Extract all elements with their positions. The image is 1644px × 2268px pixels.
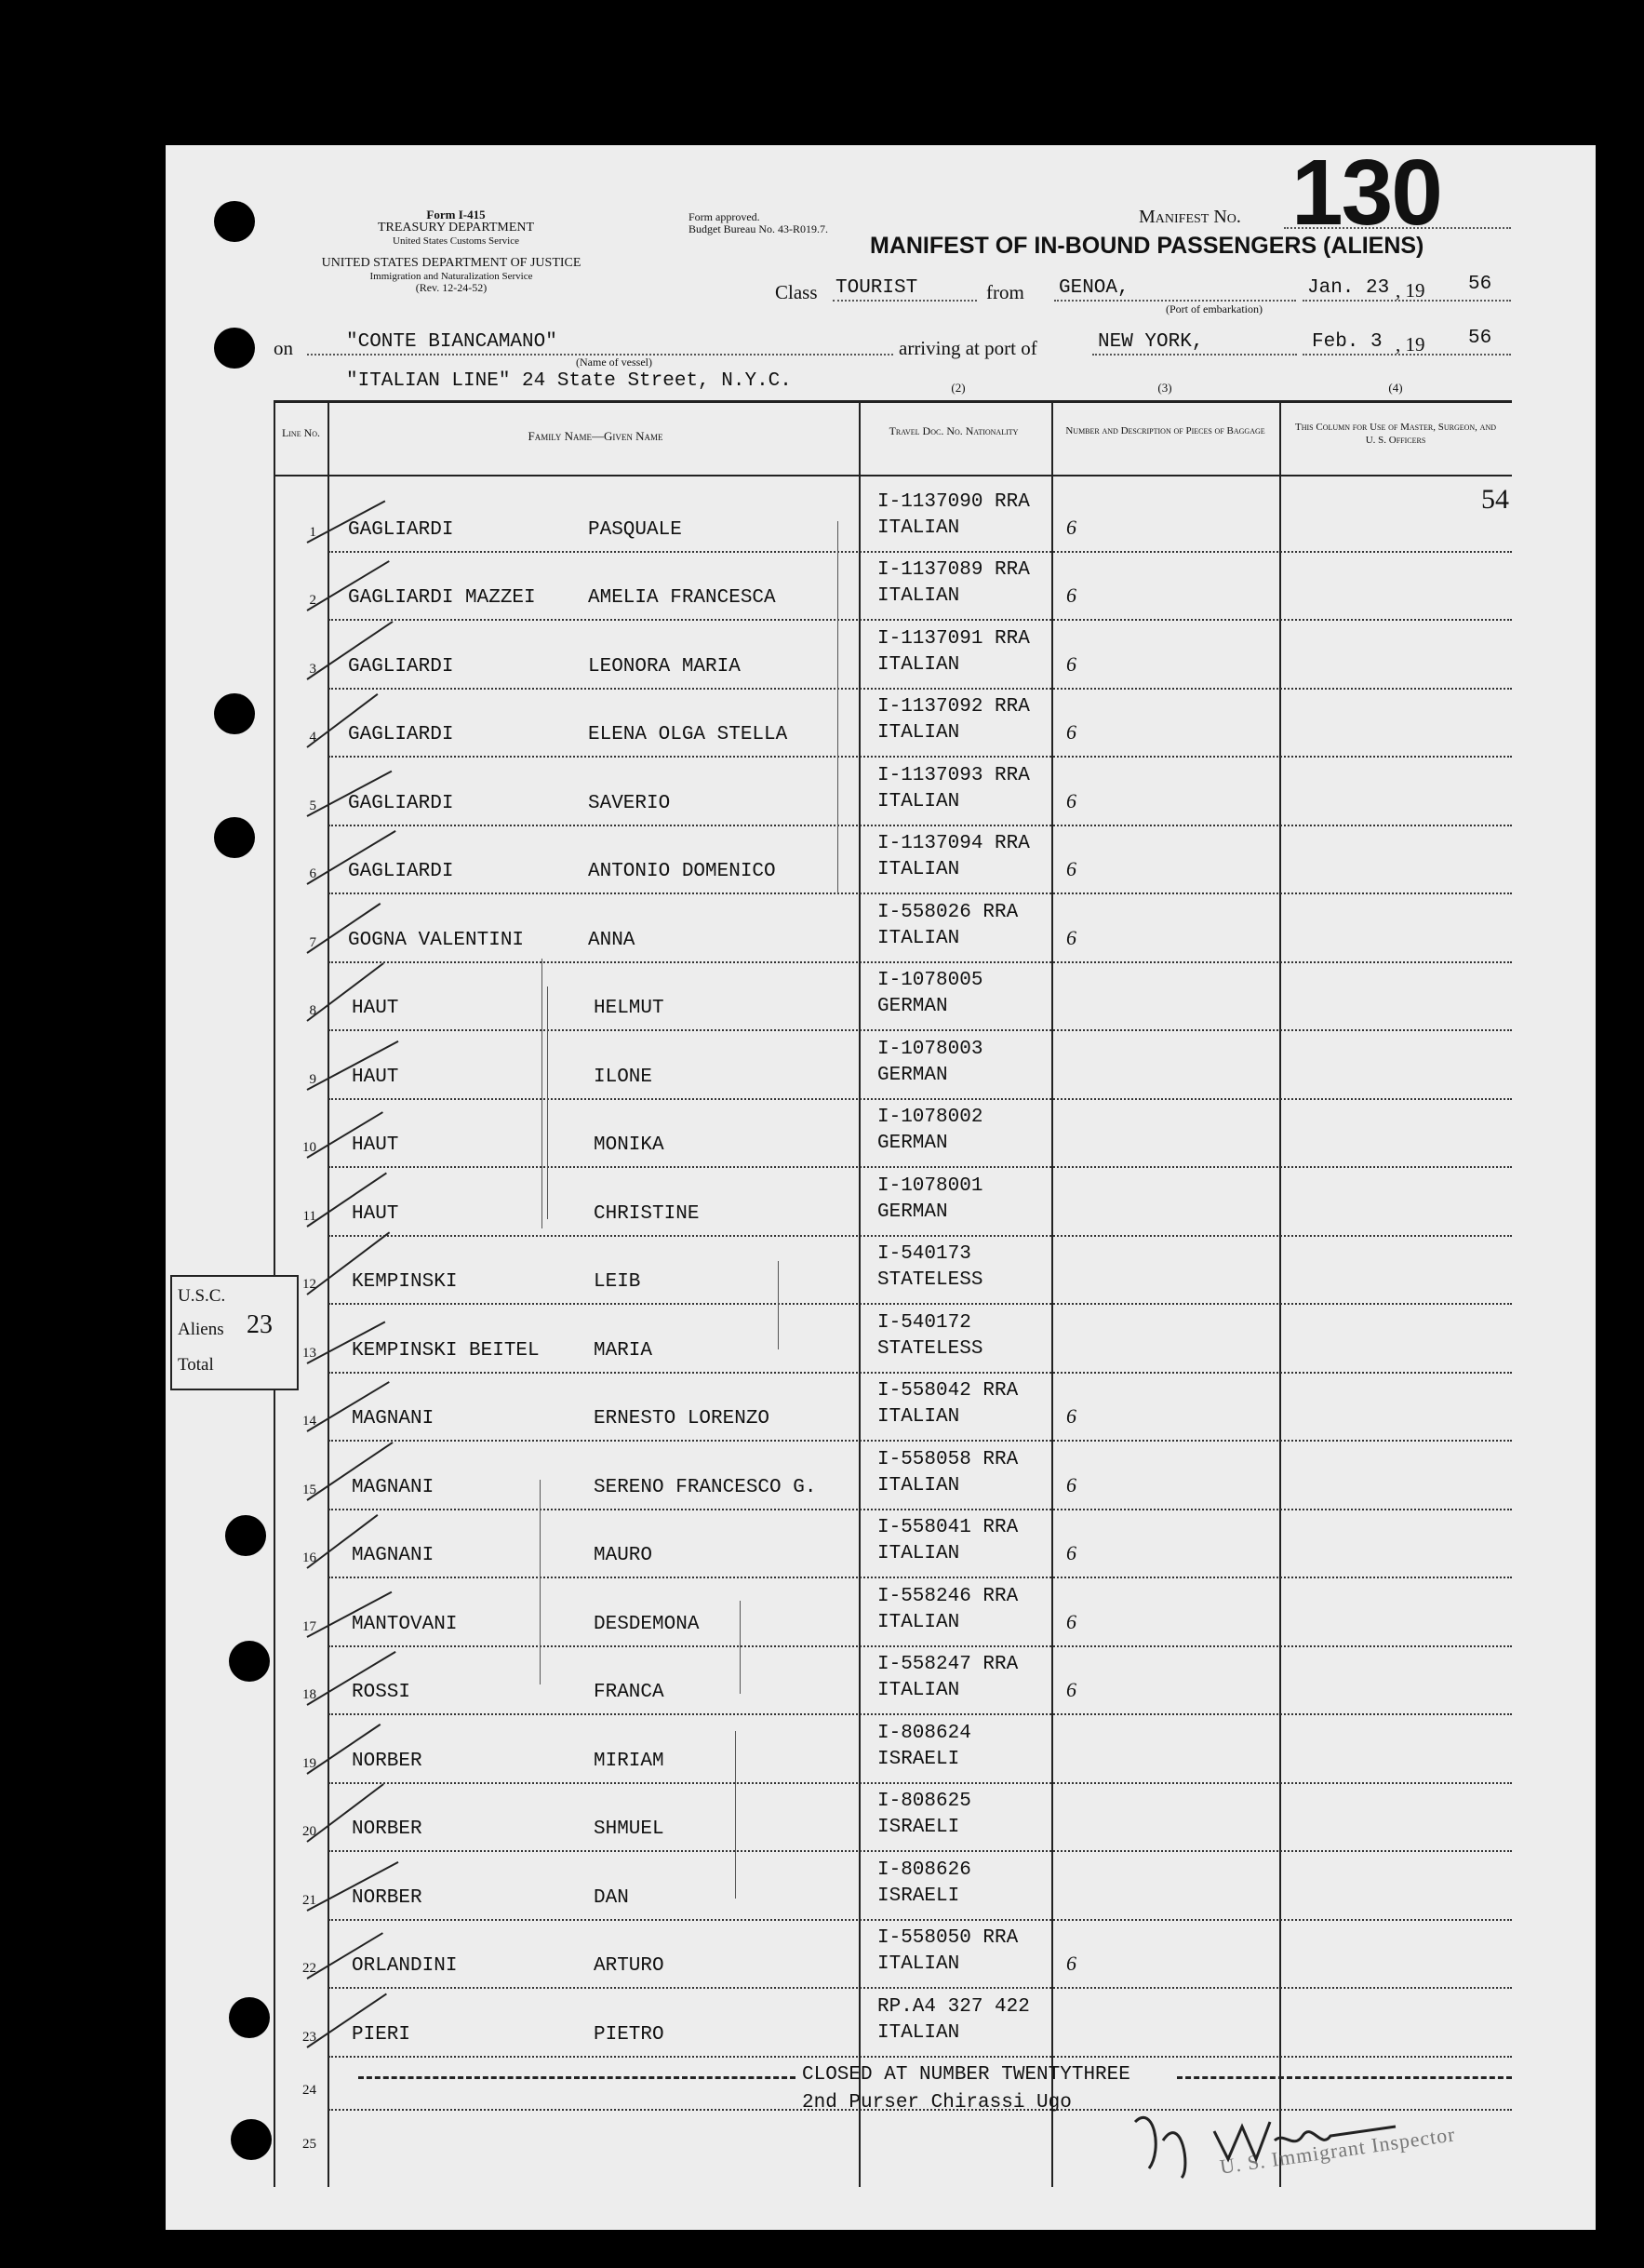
family-name: GAGLIARDI (348, 655, 454, 678)
punch-hole (214, 817, 255, 858)
given-name: PIETRO (594, 2023, 664, 2046)
baggage-count: 6 (1066, 1609, 1076, 1633)
nationality: GERMAN (877, 996, 948, 1017)
travel-doc-number: I-540173 (877, 1243, 971, 1265)
family-name: HAUT (352, 1134, 399, 1156)
budget-bureau: Budget Bureau No. 43-R019.7. (688, 222, 828, 235)
baggage-count: 6 (1066, 1472, 1076, 1496)
closed-at-number: CLOSED AT NUMBER TWENTYTHREE (802, 2064, 1130, 2086)
alien-count-stamp (170, 1275, 299, 1390)
department-of-justice: UNITED STATES DEPARTMENT OF JUSTICE (321, 256, 581, 270)
line-number: 21 (302, 1892, 316, 1908)
given-name: MIRIAM (594, 1750, 664, 1772)
vessel-caption: (Name of vessel) (576, 356, 652, 369)
punch-hole (214, 693, 255, 734)
travel-doc-number: I-808624 (877, 1722, 971, 1744)
nationality: ISRAELI (877, 1817, 960, 1838)
baggage-count: 6 (1066, 925, 1076, 949)
treasury-department: TREASURY DEPARTMENT (377, 221, 535, 235)
travel-doc-number: I-1137090 RRA (877, 490, 1030, 513)
manifest-title: MANIFEST OF IN-BOUND PASSENGERS (ALIENS) (870, 233, 1424, 259)
from-label: from (986, 281, 1024, 303)
line-number: 15 (302, 1482, 316, 1497)
line-number: 12 (302, 1277, 316, 1292)
family-name: NORBER (352, 1818, 422, 1840)
family-name: GAGLIARDI MAZZEI (348, 587, 536, 609)
travel-doc-number: I-808626 (877, 1859, 971, 1881)
departure-year-prefix: , 19 (1396, 279, 1425, 302)
travel-doc-number: I-558058 RRA (877, 1448, 1019, 1470)
column-travel-doc: Travel Doc. No. Nationality (889, 424, 1019, 437)
baggage-count: 6 (1066, 1541, 1076, 1564)
family-name: MAGNANI (352, 1476, 434, 1498)
given-name: MAURO (594, 1545, 653, 1566)
line-number: 2 (309, 593, 316, 608)
travel-doc-number: RP.A4 327 422 (877, 1995, 1030, 2018)
travel-doc-number: I-1137093 RRA (877, 764, 1030, 786)
given-name: DESDEMONA (594, 1613, 700, 1635)
given-name: ERNESTO LORENZO (594, 1408, 770, 1429)
nationality: GERMAN (877, 1133, 948, 1154)
line-number: 16 (302, 1550, 316, 1565)
column-number-4: (4) (1388, 381, 1403, 395)
travel-doc-number: I-558247 RRA (877, 1654, 1019, 1675)
line-company: "ITALIAN LINE" 24 State Street, N.Y.C. (346, 370, 792, 392)
family-name: NORBER (352, 1750, 422, 1772)
family-name: KEMPINSKI BEITEL (352, 1339, 540, 1362)
line-number: 18 (302, 1687, 316, 1702)
line-number: 10 (302, 1140, 316, 1155)
nationality: ITALIAN (877, 1474, 960, 1496)
given-name: LEIB (594, 1271, 641, 1293)
line-number: 4 (309, 730, 316, 745)
customs-service: United States Customs Service (393, 235, 519, 247)
column-baggage: Number and Description of Pieces of Baggage (1065, 425, 1265, 436)
nationality: ITALIAN (877, 1611, 960, 1633)
punch-hole (214, 201, 255, 242)
travel-doc-number: I-1078003 (877, 1038, 983, 1060)
column-number-2: (2) (951, 381, 966, 395)
line-number: 22 (302, 1961, 316, 1976)
line-number: 11 (302, 1208, 316, 1224)
family-name: MAGNANI (352, 1408, 434, 1429)
travel-doc-number: I-558026 RRA (877, 901, 1019, 923)
inspector-stamp: U. S. Immigrant Inspector (1218, 2122, 1457, 2179)
stamp-aliens-label: Aliens (178, 1320, 224, 1339)
line-number: 20 (302, 1824, 316, 1839)
nationality: GERMAN (877, 1201, 948, 1223)
nationality: STATELESS (877, 1269, 983, 1291)
family-name: GAGLIARDI (348, 724, 454, 745)
travel-doc-number: I-540172 (877, 1311, 971, 1334)
given-name: ANTONIO DOMENICO (588, 861, 776, 882)
nationality: ITALIAN (877, 859, 960, 880)
line-number: 3 (309, 661, 316, 677)
arrival-date: Feb. 3 (1312, 331, 1383, 353)
nationality: ITALIAN (877, 1543, 960, 1564)
column-number-3: (3) (1157, 381, 1172, 395)
family-name: GAGLIARDI (348, 792, 454, 814)
inspector-signature (1126, 2085, 1405, 2187)
nationality: ITALIAN (877, 585, 960, 607)
departure-year: 56 (1468, 274, 1492, 295)
nationality: GERMAN (877, 1064, 948, 1086)
stamp-usc: U.S.C. (178, 1286, 226, 1306)
baggage-count: 6 (1066, 1952, 1076, 1975)
punch-hole (231, 2119, 272, 2160)
nationality: ITALIAN (877, 722, 960, 744)
given-name: LEONORA MARIA (588, 655, 741, 678)
family-name: ORLANDINI (352, 1955, 458, 1977)
manifest-label: Manifest No. (1139, 207, 1241, 227)
manifest-number: 130 (1291, 141, 1441, 245)
nationality: ITALIAN (877, 927, 960, 949)
purser-name: 2nd Purser Chirassi Ugo (802, 2092, 1072, 2114)
line-number: 8 (309, 1003, 316, 1018)
baggage-count: 6 (1066, 1678, 1076, 1701)
nationality: STATELESS (877, 1337, 983, 1360)
punch-hole (229, 1641, 270, 1682)
immigration-service: Immigration and Naturalization Service (369, 271, 533, 282)
column-officers: This Column for Use of Master, Surgeon, and U. S. Officers (1295, 422, 1496, 446)
nationality: ITALIAN (877, 1953, 960, 1975)
stamp-total-label: Total (178, 1355, 214, 1375)
family-name: NORBER (352, 1886, 422, 1909)
line-number: 17 (302, 1618, 316, 1634)
line-number: 5 (309, 798, 316, 813)
line-number: 14 (302, 1414, 316, 1429)
travel-doc-number: I-1078002 (877, 1107, 983, 1128)
punch-hole (225, 1515, 266, 1556)
given-name: SHMUEL (594, 1818, 664, 1840)
arrival-year-prefix: , 19 (1396, 333, 1425, 356)
given-name: CHRISTINE (594, 1202, 700, 1225)
stamp-alien-count: 23 (247, 1310, 273, 1339)
family-name: PIERI (352, 2023, 411, 2046)
travel-doc-number: I-558042 RRA (877, 1380, 1019, 1402)
baggage-count: 6 (1066, 584, 1076, 607)
line-number: 25 (302, 2136, 316, 2152)
given-name: MONIKA (594, 1134, 664, 1156)
line-number: 9 (309, 1071, 316, 1087)
line-number: 1 (309, 524, 316, 540)
given-name: ILONE (594, 1066, 653, 1088)
nationality: ITALIAN (877, 1680, 960, 1701)
baggage-count: 6 (1066, 651, 1076, 676)
line-number: 19 (302, 1755, 316, 1771)
family-name: HAUT (352, 1202, 399, 1225)
family-name: MANTOVANI (352, 1613, 458, 1635)
family-name: HAUT (352, 1066, 399, 1088)
nationality: ITALIAN (877, 517, 960, 539)
nationality: ITALIAN (877, 790, 960, 812)
travel-doc-number: I-808625 (877, 1791, 971, 1812)
baggage-count: 6 (1066, 788, 1076, 812)
port-caption: (Port of embarkation) (1166, 302, 1263, 315)
baggage-count: 6 (1066, 515, 1076, 539)
nationality: ISRAELI (877, 1748, 960, 1770)
travel-doc-number: I-1078005 (877, 970, 983, 991)
travel-doc-number: I-1137094 RRA (877, 833, 1030, 854)
baggage-count: 6 (1066, 720, 1076, 744)
port-of-embarkation: GENOA, (1059, 277, 1129, 299)
family-name: HAUT (352, 998, 399, 1019)
page-count-mark: 54 (1481, 484, 1509, 515)
class-label: Class (775, 281, 818, 303)
travel-doc-number: I-1137091 RRA (877, 627, 1030, 650)
given-name: ARTURO (594, 1955, 664, 1977)
baggage-count: 6 (1066, 1404, 1076, 1428)
travel-doc-number: I-558246 RRA (877, 1585, 1019, 1607)
given-name: PASQUALE (588, 518, 682, 541)
travel-doc-number: I-558050 RRA (877, 1927, 1019, 1949)
column-name: Family Name—Given Name (528, 429, 663, 443)
given-name: MARIA (594, 1339, 653, 1362)
travel-doc-number: I-1137089 RRA (877, 559, 1030, 581)
family-name: GAGLIARDI (348, 518, 454, 541)
given-name: SERENO FRANCESCO G. (594, 1476, 817, 1498)
vessel-name: "CONTE BIANCAMANO" (346, 331, 557, 353)
family-name: MAGNANI (352, 1545, 434, 1566)
form-number: Form I-415 (426, 208, 486, 221)
line-number: 23 (302, 2029, 316, 2045)
given-name: SAVERIO (588, 792, 671, 814)
line-number: 24 (302, 2083, 316, 2098)
punch-hole (229, 1997, 270, 2038)
punch-hole (214, 328, 255, 369)
arrival-year: 56 (1468, 328, 1492, 349)
departure-date: Jan. 23 (1307, 277, 1390, 299)
given-name: ELENA OLGA STELLA (588, 724, 788, 745)
arrival-port: NEW YORK, (1098, 331, 1204, 353)
on-label: on (274, 337, 293, 359)
travel-doc-number: I-1078001 (877, 1174, 983, 1197)
travel-doc-number: I-558041 RRA (877, 1517, 1019, 1538)
form-approved: Form approved. (688, 210, 760, 223)
nationality: ITALIAN (877, 2021, 960, 2044)
nationality: ITALIAN (877, 653, 960, 676)
form-revision: (Rev. 12-24-52) (415, 281, 488, 294)
given-name: ANNA (588, 929, 635, 951)
column-line-no: Line No. (281, 426, 321, 439)
line-number: 13 (302, 1345, 316, 1361)
given-name: AMELIA FRANCESCA (588, 587, 776, 609)
given-name: DAN (594, 1886, 629, 1909)
nationality: ITALIAN (877, 1406, 960, 1428)
given-name: HELMUT (594, 998, 664, 1019)
baggage-count: 6 (1066, 857, 1076, 880)
family-name: ROSSI (352, 1682, 411, 1703)
nationality: ISRAELI (877, 1885, 960, 1907)
line-number: 7 (309, 934, 316, 950)
family-name: GOGNA VALENTINI (348, 929, 525, 951)
travel-class: TOURIST (835, 277, 918, 299)
arriving-label: arriving at port of (899, 337, 1037, 359)
family-name: KEMPINSKI (352, 1271, 458, 1293)
travel-doc-number: I-1137092 RRA (877, 696, 1030, 718)
given-name: FRANCA (594, 1682, 664, 1703)
family-name: GAGLIARDI (348, 861, 454, 882)
line-number: 6 (309, 866, 316, 881)
